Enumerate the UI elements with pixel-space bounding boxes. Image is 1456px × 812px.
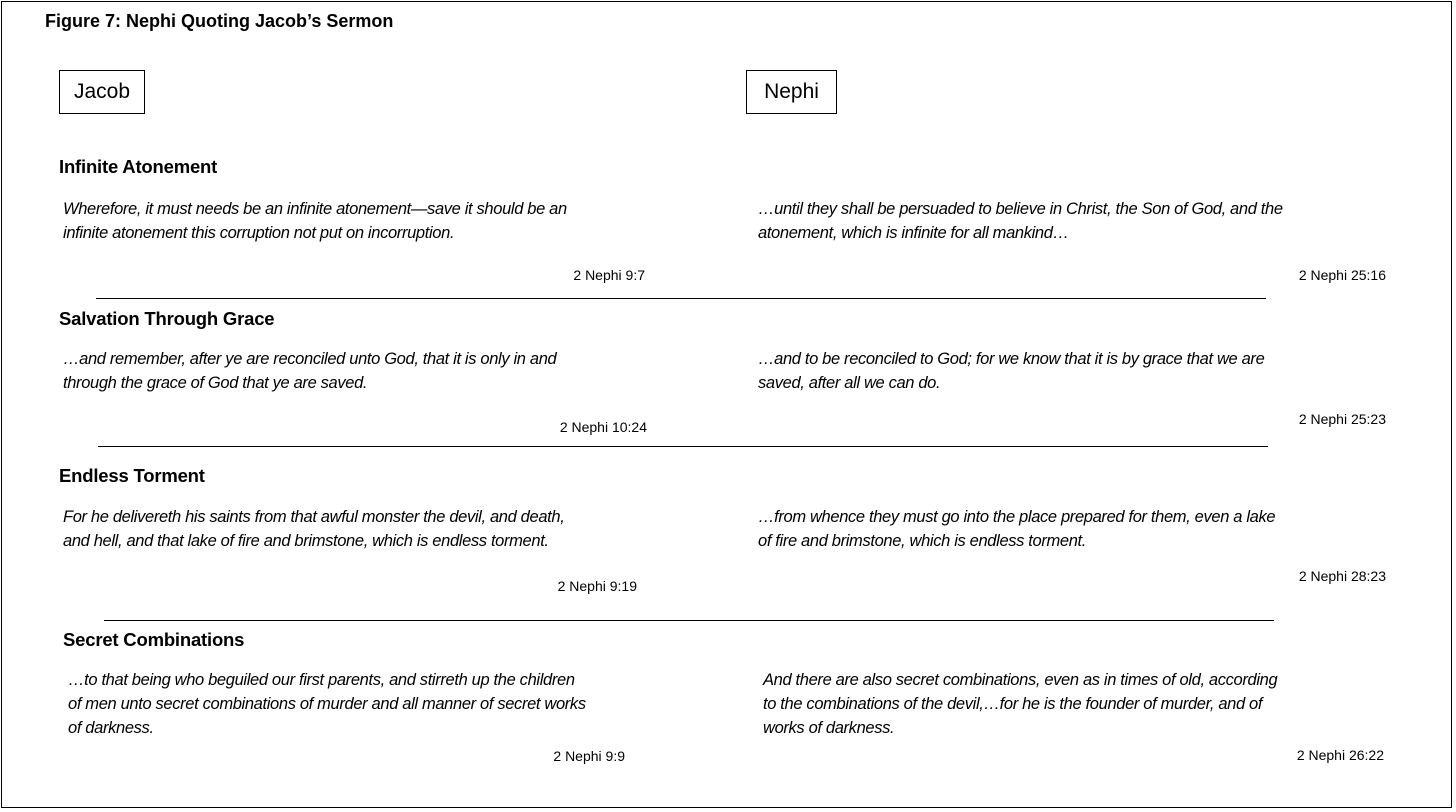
section-divider <box>96 298 1266 299</box>
quote-line: of darkness. <box>68 719 154 737</box>
quote-line: of men unto secret combinations of murder and all manner of secret works <box>68 695 586 713</box>
section-heading-secret-combinations: Secret Combinations <box>63 629 245 650</box>
jacob-quote <box>63 505 564 553</box>
figure-title: Figure 7: Nephi Quoting Jacob’s Sermon <box>45 11 394 31</box>
jacob-reference: 2 Nephi 9:9 <box>553 748 625 764</box>
quote-line: saved, after all we can do. <box>758 374 941 392</box>
jacob-reference: 2 Nephi 9:19 <box>557 578 637 594</box>
quote-line: For he delivereth his saints from that awful monster the devil, and death, <box>63 508 565 526</box>
nephi-reference: 2 Nephi 28:23 <box>1298 568 1386 584</box>
quote-line: works of darkness. <box>763 719 895 737</box>
section-divider <box>98 446 1268 447</box>
nephi-quote <box>758 347 1264 395</box>
jacob-reference: 2 Nephi 9:7 <box>573 267 645 283</box>
nephi-quote <box>758 197 1283 245</box>
section-heading-infinite-atonement: Infinite Atonement <box>59 156 218 177</box>
quote-line: to the combinations of the devil,…for he is the founder of murder, and of <box>763 695 1263 713</box>
nephi-quote <box>758 505 1275 553</box>
jacob-quote <box>63 197 567 245</box>
section-divider <box>104 620 1274 621</box>
column-label-nephi: Nephi <box>746 70 837 114</box>
section-heading-salvation-through-grace: Salvation Through Grace <box>59 308 275 329</box>
quote-line: …until they shall be persuaded to believe in Christ, the Son of God, and the <box>758 200 1283 218</box>
quote-line: Wherefore, it must needs be an infinite atonement—save it should be an <box>63 200 567 218</box>
quote-line: and hell, and that lake of fire and brimstone, which is endless torment. <box>63 532 549 550</box>
quote-line: …from whence they must go into the place prepared for them, even a lake <box>758 508 1276 526</box>
nephi-reference: 2 Nephi 25:16 <box>1298 267 1386 283</box>
quote-line: …to that being who beguiled our first parents, and stirreth up the children <box>68 671 575 689</box>
nephi-reference: 2 Nephi 26:22 <box>1296 747 1384 763</box>
jacob-reference: 2 Nephi 10:24 <box>559 419 647 435</box>
nephi-reference: 2 Nephi 25:23 <box>1298 411 1386 427</box>
quote-line: …and remember, after ye are reconciled unto God, that it is only in and <box>63 350 557 368</box>
quote-line: through the grace of God that ye are saved. <box>63 374 368 392</box>
quote-line: infinite atonement this corruption not put on incorruption. <box>63 224 455 242</box>
quote-line: atonement, which is infinite for all mankind… <box>758 224 1069 242</box>
jacob-quote <box>68 668 586 740</box>
quote-line: …and to be reconciled to God; for we know that it is by grace that we are <box>758 350 1265 368</box>
jacob-quote <box>63 347 556 395</box>
section-heading-endless-torment: Endless Torment <box>59 465 205 486</box>
nephi-quote <box>763 668 1277 740</box>
column-label-jacob: Jacob <box>59 70 145 114</box>
quote-line: And there are also secret combinations, even as in times of old, according <box>763 671 1278 689</box>
quote-line: of fire and brimstone, which is endless torment. <box>758 532 1087 550</box>
